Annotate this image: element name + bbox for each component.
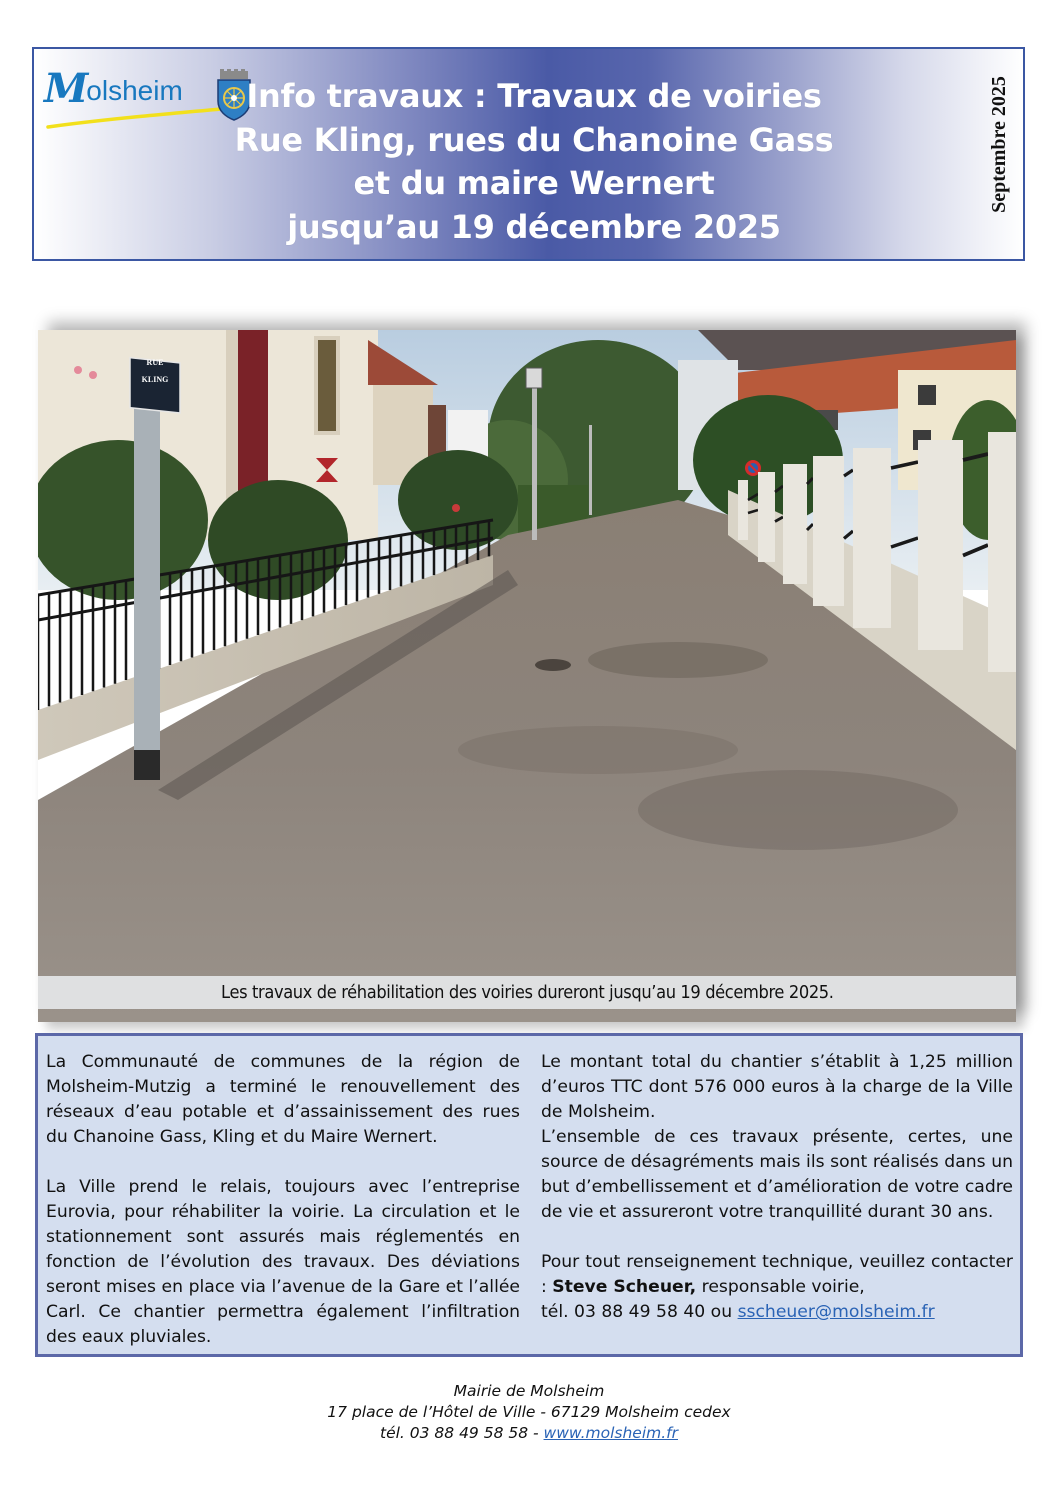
fence-pillar <box>738 480 748 540</box>
street-photo-illustration <box>38 330 1016 1022</box>
logo-wordmark <box>44 65 183 112</box>
paragraph: La Ville prend le relais, toujours avec l’entreprise Eurovia, pour réhabiliter la voirie. La circulation et le stationnement sont assurés mais réglementés en fonction de l’évolution des travaux. Des déviations seront mises en place via l’avenue de la Gare et l’allée Carl. Ce chantier permettra également l’infiltration des eaux pluviales. <box>46 1177 520 1347</box>
right-column <box>541 1050 1013 1325</box>
fence-pillar <box>988 432 1016 672</box>
left-column <box>46 1050 520 1350</box>
issue-date-label: Septembre 2025 <box>987 75 1010 213</box>
paragraph: Le montant total du chantier s’établit à 1,25 million d’euros TTC dont 576 000 euros à la charge de la Ville de Molsheim. <box>541 1052 1013 1122</box>
photo-caption: Les travaux de réhabilitation des voiries dureront jusqu’au 19 décembre 2025. <box>220 982 834 1003</box>
title-line: Rue Kling, rues du Chanoine Gass <box>234 120 834 159</box>
fence-pillar <box>758 472 775 562</box>
info-box <box>35 1033 1023 1357</box>
contact-intro: Pour tout renseignement technique, veuillez contacter : <box>541 1252 1013 1297</box>
contact-phone: tél. 03 88 49 58 40 ou <box>541 1302 738 1322</box>
fence-pillar <box>853 448 891 628</box>
photo-caption-band <box>38 976 1016 1009</box>
paragraph: L’ensemble de ces travaux présente, certes, une source de désagréments mais ils sont réalisés dans un but d’embellissement et d’amélioration de votre cadre de vie et assureront votre tranquillité durant 30 ans. <box>541 1127 1013 1222</box>
street-sign-line: RUE <box>146 358 164 367</box>
street-sign-line: KLING <box>141 375 169 384</box>
footer-line: Mairie de Molsheim <box>453 1382 605 1400</box>
contact-name: Steve Scheuer, <box>552 1277 697 1297</box>
logo-initial: M <box>44 65 87 112</box>
contact-email-link[interactable]: sscheuer@molsheim.fr <box>737 1302 935 1322</box>
contact-paragraph <box>541 1250 1013 1325</box>
fence-pillar <box>783 464 807 584</box>
logo-text: olsheim <box>86 75 183 106</box>
title-line: et du maire Wernert <box>353 164 715 202</box>
fence-pillar <box>813 456 844 606</box>
street-photo <box>38 330 1016 1022</box>
page-title <box>184 75 884 249</box>
footer-phone: tél. 03 88 49 58 58 - <box>380 1424 544 1442</box>
footer-address <box>0 1381 1058 1444</box>
street-photo-frame <box>38 330 1016 1022</box>
title-line: jusqu’au 19 décembre 2025 <box>287 207 781 246</box>
paragraph: La Communauté de communes de la région de Molsheim-Mutzig a terminé le renouvellement des réseaux d’eau potable et d’assainissement des rues du Chanoine Gass, Kling et du Maire Wernert. <box>46 1052 520 1147</box>
title-line: Info travaux : Travaux de voiries <box>246 77 822 115</box>
website-link[interactable]: www.molsheim.fr <box>543 1424 678 1442</box>
issue-date <box>979 59 1019 229</box>
contact-role: responsable voirie, <box>696 1277 865 1297</box>
fence-pillar <box>918 440 963 650</box>
footer-line <box>0 1423 1058 1444</box>
sign-pole <box>134 370 160 780</box>
footer-line: 17 place de l’Hôtel de Ville - 67129 Molsheim cedex <box>327 1403 731 1421</box>
header-banner <box>32 47 1025 261</box>
